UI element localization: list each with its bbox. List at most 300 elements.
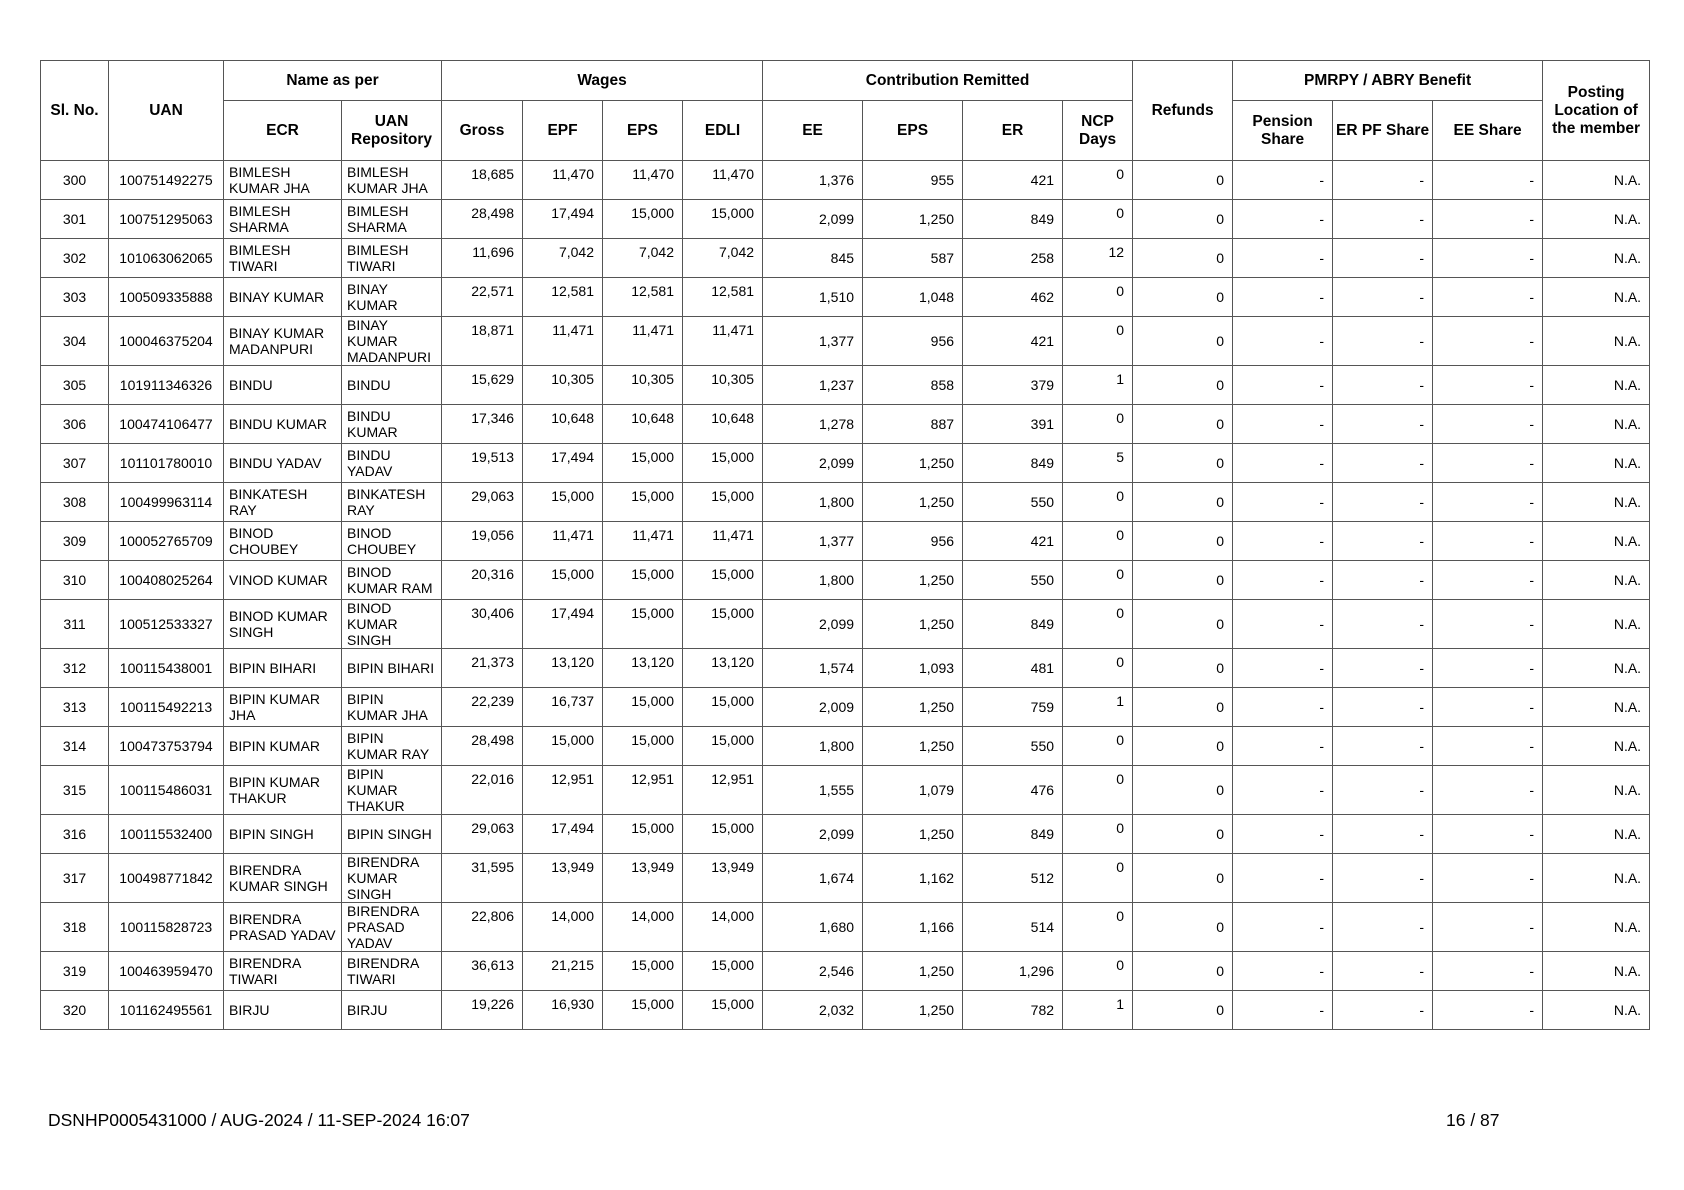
cell-ee: 1,377 (763, 317, 863, 366)
cell-posting-location: N.A. (1543, 991, 1650, 1030)
cell-epf: 15,000 (523, 727, 603, 766)
cell-er-pf-share: - (1333, 239, 1433, 278)
cell-gross: 22,016 (442, 766, 523, 815)
col-epf: EPF (523, 101, 603, 161)
cell-edli: 14,000 (683, 903, 763, 952)
cell-refunds: 0 (1133, 952, 1233, 991)
cell-posting-location: N.A. (1543, 317, 1650, 366)
cell-eps: 10,648 (603, 405, 683, 444)
cell-sl-no: 308 (41, 483, 109, 522)
cell-edli: 12,581 (683, 278, 763, 317)
cell-ee-share: - (1433, 239, 1543, 278)
cell-er: 476 (963, 766, 1063, 815)
cell-uan: 100052765709 (109, 522, 224, 561)
cell-ee-share: - (1433, 561, 1543, 600)
cell-edli: 15,000 (683, 483, 763, 522)
cell-contribution-eps: 1,250 (863, 991, 963, 1030)
cell-pension-share: - (1233, 766, 1333, 815)
table-row (41, 952, 1650, 991)
cell-ecr-name: BIRENDRA KUMAR SINGH (224, 854, 342, 903)
cell-er-pf-share: - (1333, 952, 1433, 991)
col-ecr: ECR (224, 101, 342, 161)
cell-er-pf-share: - (1333, 161, 1433, 200)
cell-sl-no: 304 (41, 317, 109, 366)
cell-epf: 11,471 (523, 522, 603, 561)
cell-ee-share: - (1433, 600, 1543, 649)
cell-posting-location: N.A. (1543, 278, 1650, 317)
cell-pension-share: - (1233, 161, 1333, 200)
cell-refunds: 0 (1133, 600, 1233, 649)
cell-pension-share: - (1233, 444, 1333, 483)
cell-contribution-eps: 1,166 (863, 903, 963, 952)
cell-ncp-days: 1 (1063, 991, 1133, 1030)
cell-er-pf-share: - (1333, 815, 1433, 854)
cell-ee: 2,009 (763, 688, 863, 727)
cell-sl-no: 313 (41, 688, 109, 727)
table-row (41, 903, 1650, 952)
cell-posting-location: N.A. (1543, 766, 1650, 815)
table-row (41, 522, 1650, 561)
cell-er: 782 (963, 991, 1063, 1030)
cell-er-pf-share: - (1333, 903, 1433, 952)
cell-sl-no: 319 (41, 952, 109, 991)
cell-posting-location: N.A. (1543, 815, 1650, 854)
cell-refunds: 0 (1133, 278, 1233, 317)
cell-er: 759 (963, 688, 1063, 727)
cell-ee-share: - (1433, 727, 1543, 766)
cell-er: 258 (963, 239, 1063, 278)
cell-edli: 11,470 (683, 161, 763, 200)
cell-refunds: 0 (1133, 200, 1233, 239)
cell-eps: 15,000 (603, 200, 683, 239)
cell-eps: 12,951 (603, 766, 683, 815)
col-sl-no: Sl. No. (41, 61, 109, 161)
cell-ecr-name: BIPIN KUMAR THAKUR (224, 766, 342, 815)
cell-uan-repository-name: BIPIN KUMAR RAY (342, 727, 442, 766)
cell-refunds: 0 (1133, 649, 1233, 688)
cell-er: 462 (963, 278, 1063, 317)
cell-epf: 17,494 (523, 815, 603, 854)
cell-ee-share: - (1433, 317, 1543, 366)
cell-gross: 17,346 (442, 405, 523, 444)
cell-ee-share: - (1433, 483, 1543, 522)
cell-sl-no: 306 (41, 405, 109, 444)
cell-eps: 11,470 (603, 161, 683, 200)
cell-posting-location: N.A. (1543, 727, 1650, 766)
cell-er-pf-share: - (1333, 405, 1433, 444)
cell-uan: 100115438001 (109, 649, 224, 688)
cell-ee-share: - (1433, 161, 1543, 200)
cell-er: 550 (963, 561, 1063, 600)
cell-epf: 15,000 (523, 483, 603, 522)
table-row (41, 444, 1650, 483)
cell-uan: 100509335888 (109, 278, 224, 317)
cell-gross: 22,571 (442, 278, 523, 317)
group-pmrpy-abry: PMRPY / ABRY Benefit (1233, 61, 1543, 101)
cell-eps: 13,949 (603, 854, 683, 903)
cell-posting-location: N.A. (1543, 600, 1650, 649)
cell-pension-share: - (1233, 239, 1333, 278)
cell-ee-share: - (1433, 688, 1543, 727)
cell-gross: 19,056 (442, 522, 523, 561)
cell-uan: 101101780010 (109, 444, 224, 483)
cell-edli: 15,000 (683, 727, 763, 766)
cell-pension-share: - (1233, 405, 1333, 444)
cell-ncp-days: 0 (1063, 561, 1133, 600)
col-contribution-eps: EPS (863, 101, 963, 161)
cell-refunds: 0 (1133, 161, 1233, 200)
cell-contribution-eps: 887 (863, 405, 963, 444)
cell-ncp-days: 0 (1063, 522, 1133, 561)
cell-pension-share: - (1233, 649, 1333, 688)
col-ncp-days: NCP Days (1063, 101, 1133, 161)
cell-ncp-days: 0 (1063, 952, 1133, 991)
cell-ecr-name: BINOD KUMAR SINGH (224, 600, 342, 649)
cell-refunds: 0 (1133, 854, 1233, 903)
cell-uan-repository-name: BINKATESH RAY (342, 483, 442, 522)
cell-uan-repository-name: BIPIN KUMAR THAKUR (342, 766, 442, 815)
cell-eps: 11,471 (603, 522, 683, 561)
cell-refunds: 0 (1133, 366, 1233, 405)
cell-ecr-name: BIMLESH SHARMA (224, 200, 342, 239)
table-row (41, 366, 1650, 405)
cell-ecr-name: BIMLESH KUMAR JHA (224, 161, 342, 200)
cell-er: 421 (963, 317, 1063, 366)
cell-uan: 100046375204 (109, 317, 224, 366)
cell-gross: 18,685 (442, 161, 523, 200)
cell-ncp-days: 0 (1063, 405, 1133, 444)
cell-ee: 2,099 (763, 815, 863, 854)
cell-ncp-days: 0 (1063, 815, 1133, 854)
cell-eps: 13,120 (603, 649, 683, 688)
cell-er-pf-share: - (1333, 200, 1433, 239)
table-row (41, 405, 1650, 444)
cell-contribution-eps: 587 (863, 239, 963, 278)
cell-er-pf-share: - (1333, 561, 1433, 600)
cell-uan: 100115828723 (109, 903, 224, 952)
cell-sl-no: 305 (41, 366, 109, 405)
cell-ee: 1,680 (763, 903, 863, 952)
cell-pension-share: - (1233, 727, 1333, 766)
cell-edli: 15,000 (683, 815, 763, 854)
cell-ee: 1,800 (763, 561, 863, 600)
cell-posting-location: N.A. (1543, 952, 1650, 991)
cell-ncp-days: 0 (1063, 727, 1133, 766)
cell-gross: 11,696 (442, 239, 523, 278)
cell-epf: 16,930 (523, 991, 603, 1030)
table-row (41, 200, 1650, 239)
cell-ee: 2,099 (763, 444, 863, 483)
cell-er-pf-share: - (1333, 278, 1433, 317)
cell-epf: 15,000 (523, 561, 603, 600)
cell-uan-repository-name: BINAY KUMAR (342, 278, 442, 317)
cell-refunds: 0 (1133, 405, 1233, 444)
cell-ecr-name: BINDU KUMAR (224, 405, 342, 444)
cell-sl-no: 318 (41, 903, 109, 952)
cell-uan-repository-name: BIPIN SINGH (342, 815, 442, 854)
col-pension-share: Pension Share (1233, 101, 1333, 161)
cell-ee-share: - (1433, 854, 1543, 903)
cell-sl-no: 312 (41, 649, 109, 688)
cell-ecr-name: BIPIN KUMAR JHA (224, 688, 342, 727)
table-row (41, 239, 1650, 278)
cell-er-pf-share: - (1333, 727, 1433, 766)
cell-ncp-days: 1 (1063, 688, 1133, 727)
cell-gross: 18,871 (442, 317, 523, 366)
cell-er-pf-share: - (1333, 991, 1433, 1030)
cell-ecr-name: BIRENDRA PRASAD YADAV (224, 903, 342, 952)
col-gross: Gross (442, 101, 523, 161)
cell-ncp-days: 5 (1063, 444, 1133, 483)
cell-pension-share: - (1233, 200, 1333, 239)
cell-uan-repository-name: BINOD KUMAR RAM (342, 561, 442, 600)
cell-eps: 7,042 (603, 239, 683, 278)
cell-edli: 7,042 (683, 239, 763, 278)
cell-ee: 1,377 (763, 522, 863, 561)
group-wages: Wages (442, 61, 763, 101)
col-edli: EDLI (683, 101, 763, 161)
cell-ee-share: - (1433, 405, 1543, 444)
cell-refunds: 0 (1133, 561, 1233, 600)
cell-ecr-name: BIMLESH TIWARI (224, 239, 342, 278)
cell-gross: 19,513 (442, 444, 523, 483)
cell-refunds: 0 (1133, 239, 1233, 278)
cell-sl-no: 315 (41, 766, 109, 815)
cell-edli: 13,120 (683, 649, 763, 688)
cell-eps: 15,000 (603, 991, 683, 1030)
cell-ee-share: - (1433, 200, 1543, 239)
col-ee: EE (763, 101, 863, 161)
cell-er-pf-share: - (1333, 366, 1433, 405)
cell-gross: 15,629 (442, 366, 523, 405)
cell-posting-location: N.A. (1543, 161, 1650, 200)
cell-contribution-eps: 956 (863, 317, 963, 366)
group-contribution-remitted: Contribution Remitted (763, 61, 1133, 101)
cell-ncp-days: 0 (1063, 200, 1133, 239)
cell-sl-no: 303 (41, 278, 109, 317)
cell-pension-share: - (1233, 278, 1333, 317)
document-reference: DSNHP0005431000 / AUG-2024 / 11-SEP-2024 16:07 (48, 1110, 470, 1130)
cell-er: 550 (963, 727, 1063, 766)
cell-epf: 11,471 (523, 317, 603, 366)
cell-ee: 1,800 (763, 727, 863, 766)
cell-contribution-eps: 858 (863, 366, 963, 405)
cell-er: 481 (963, 649, 1063, 688)
cell-refunds: 0 (1133, 991, 1233, 1030)
cell-er: 550 (963, 483, 1063, 522)
cell-ecr-name: BINOD CHOUBEY (224, 522, 342, 561)
cell-uan: 100499963114 (109, 483, 224, 522)
cell-posting-location: N.A. (1543, 561, 1650, 600)
cell-uan-repository-name: BINDU (342, 366, 442, 405)
cell-contribution-eps: 1,250 (863, 727, 963, 766)
cell-uan-repository-name: BIPIN KUMAR JHA (342, 688, 442, 727)
cell-posting-location: N.A. (1543, 649, 1650, 688)
cell-er-pf-share: - (1333, 444, 1433, 483)
cell-eps: 15,000 (603, 727, 683, 766)
cell-ncp-days: 0 (1063, 903, 1133, 952)
cell-sl-no: 314 (41, 727, 109, 766)
cell-uan: 100498771842 (109, 854, 224, 903)
cell-edli: 12,951 (683, 766, 763, 815)
cell-ecr-name: BINDU YADAV (224, 444, 342, 483)
cell-contribution-eps: 1,079 (863, 766, 963, 815)
cell-ncp-days: 0 (1063, 278, 1133, 317)
cell-contribution-eps: 1,250 (863, 600, 963, 649)
cell-eps: 15,000 (603, 952, 683, 991)
cell-uan: 100512533327 (109, 600, 224, 649)
cell-er: 849 (963, 200, 1063, 239)
cell-ee: 1,376 (763, 161, 863, 200)
cell-er: 514 (963, 903, 1063, 952)
cell-ee-share: - (1433, 991, 1543, 1030)
cell-eps: 15,000 (603, 815, 683, 854)
cell-epf: 16,737 (523, 688, 603, 727)
cell-ncp-days: 0 (1063, 649, 1133, 688)
cell-posting-location: N.A. (1543, 903, 1650, 952)
cell-uan-repository-name: BINOD CHOUBEY (342, 522, 442, 561)
cell-ecr-name: BIRJU (224, 991, 342, 1030)
cell-gross: 29,063 (442, 815, 523, 854)
cell-pension-share: - (1233, 600, 1333, 649)
cell-gross: 28,498 (442, 727, 523, 766)
cell-ecr-name: BIRENDRA TIWARI (224, 952, 342, 991)
cell-ee: 1,574 (763, 649, 863, 688)
table-row (41, 278, 1650, 317)
cell-epf: 17,494 (523, 444, 603, 483)
col-eps: EPS (603, 101, 683, 161)
table-row (41, 854, 1650, 903)
cell-posting-location: N.A. (1543, 522, 1650, 561)
cell-uan-repository-name: BIMLESH KUMAR JHA (342, 161, 442, 200)
cell-gross: 28,498 (442, 200, 523, 239)
cell-posting-location: N.A. (1543, 483, 1650, 522)
cell-ee: 1,237 (763, 366, 863, 405)
cell-uan-repository-name: BIMLESH TIWARI (342, 239, 442, 278)
cell-ncp-days: 0 (1063, 161, 1133, 200)
cell-er: 849 (963, 444, 1063, 483)
cell-epf: 12,581 (523, 278, 603, 317)
cell-gross: 30,406 (442, 600, 523, 649)
cell-contribution-eps: 1,048 (863, 278, 963, 317)
cell-uan-repository-name: BIMLESH SHARMA (342, 200, 442, 239)
cell-uan-repository-name: BIRENDRA TIWARI (342, 952, 442, 991)
cell-contribution-eps: 1,250 (863, 952, 963, 991)
cell-contribution-eps: 1,250 (863, 444, 963, 483)
table-row (41, 991, 1650, 1030)
cell-contribution-eps: 1,250 (863, 561, 963, 600)
cell-sl-no: 317 (41, 854, 109, 903)
cell-refunds: 0 (1133, 317, 1233, 366)
table-header (41, 61, 1650, 161)
cell-contribution-eps: 955 (863, 161, 963, 200)
table-row (41, 727, 1650, 766)
cell-ecr-name: BINKATESH RAY (224, 483, 342, 522)
cell-uan: 100408025264 (109, 561, 224, 600)
cell-sl-no: 300 (41, 161, 109, 200)
cell-ncp-days: 12 (1063, 239, 1133, 278)
cell-ee: 1,278 (763, 405, 863, 444)
cell-eps: 15,000 (603, 483, 683, 522)
col-ee-share: EE Share (1433, 101, 1543, 161)
cell-uan-repository-name: BINDU YADAV (342, 444, 442, 483)
cell-uan-repository-name: BIRENDRA PRASAD YADAV (342, 903, 442, 952)
col-er: ER (963, 101, 1063, 161)
page-number: 16 / 87 (1446, 1110, 1500, 1130)
cell-refunds: 0 (1133, 815, 1233, 854)
cell-epf: 13,949 (523, 854, 603, 903)
cell-refunds: 0 (1133, 444, 1233, 483)
cell-pension-share: - (1233, 854, 1333, 903)
cell-uan: 100115486031 (109, 766, 224, 815)
cell-eps: 11,471 (603, 317, 683, 366)
cell-epf: 10,305 (523, 366, 603, 405)
cell-er-pf-share: - (1333, 649, 1433, 688)
cell-sl-no: 307 (41, 444, 109, 483)
cell-contribution-eps: 1,250 (863, 200, 963, 239)
ecr-table (40, 60, 1650, 1030)
cell-ee: 2,546 (763, 952, 863, 991)
cell-refunds: 0 (1133, 903, 1233, 952)
cell-er-pf-share: - (1333, 688, 1433, 727)
cell-posting-location: N.A. (1543, 200, 1650, 239)
cell-edli: 15,000 (683, 600, 763, 649)
cell-er-pf-share: - (1333, 483, 1433, 522)
cell-pension-share: - (1233, 483, 1333, 522)
cell-ecr-name: BINAY KUMAR MADANPURI (224, 317, 342, 366)
cell-uan: 100473753794 (109, 727, 224, 766)
cell-pension-share: - (1233, 688, 1333, 727)
cell-ecr-name: VINOD KUMAR (224, 561, 342, 600)
cell-sl-no: 309 (41, 522, 109, 561)
cell-edli: 10,648 (683, 405, 763, 444)
cell-ncp-days: 0 (1063, 600, 1133, 649)
cell-edli: 10,305 (683, 366, 763, 405)
cell-edli: 15,000 (683, 200, 763, 239)
cell-er: 849 (963, 600, 1063, 649)
cell-uan: 100751295063 (109, 200, 224, 239)
cell-eps: 15,000 (603, 444, 683, 483)
table-row (41, 815, 1650, 854)
cell-edli: 15,000 (683, 991, 763, 1030)
cell-ecr-name: BIPIN SINGH (224, 815, 342, 854)
cell-posting-location: N.A. (1543, 688, 1650, 727)
table-row (41, 161, 1650, 200)
cell-refunds: 0 (1133, 727, 1233, 766)
cell-epf: 7,042 (523, 239, 603, 278)
group-name-as-per: Name as per (224, 61, 442, 101)
cell-er: 512 (963, 854, 1063, 903)
cell-posting-location: N.A. (1543, 854, 1650, 903)
cell-er-pf-share: - (1333, 317, 1433, 366)
cell-uan-repository-name: BIPIN BIHARI (342, 649, 442, 688)
cell-er-pf-share: - (1333, 766, 1433, 815)
cell-eps: 12,581 (603, 278, 683, 317)
col-refunds: Refunds (1133, 61, 1233, 161)
cell-ee-share: - (1433, 649, 1543, 688)
cell-edli: 15,000 (683, 561, 763, 600)
col-uan-repository: UAN Repository (342, 101, 442, 161)
cell-gross: 21,373 (442, 649, 523, 688)
cell-edli: 15,000 (683, 688, 763, 727)
cell-eps: 10,305 (603, 366, 683, 405)
table-row (41, 600, 1650, 649)
table-body (41, 161, 1650, 1030)
cell-epf: 11,470 (523, 161, 603, 200)
cell-edli: 15,000 (683, 444, 763, 483)
cell-contribution-eps: 1,250 (863, 688, 963, 727)
cell-gross: 20,316 (442, 561, 523, 600)
